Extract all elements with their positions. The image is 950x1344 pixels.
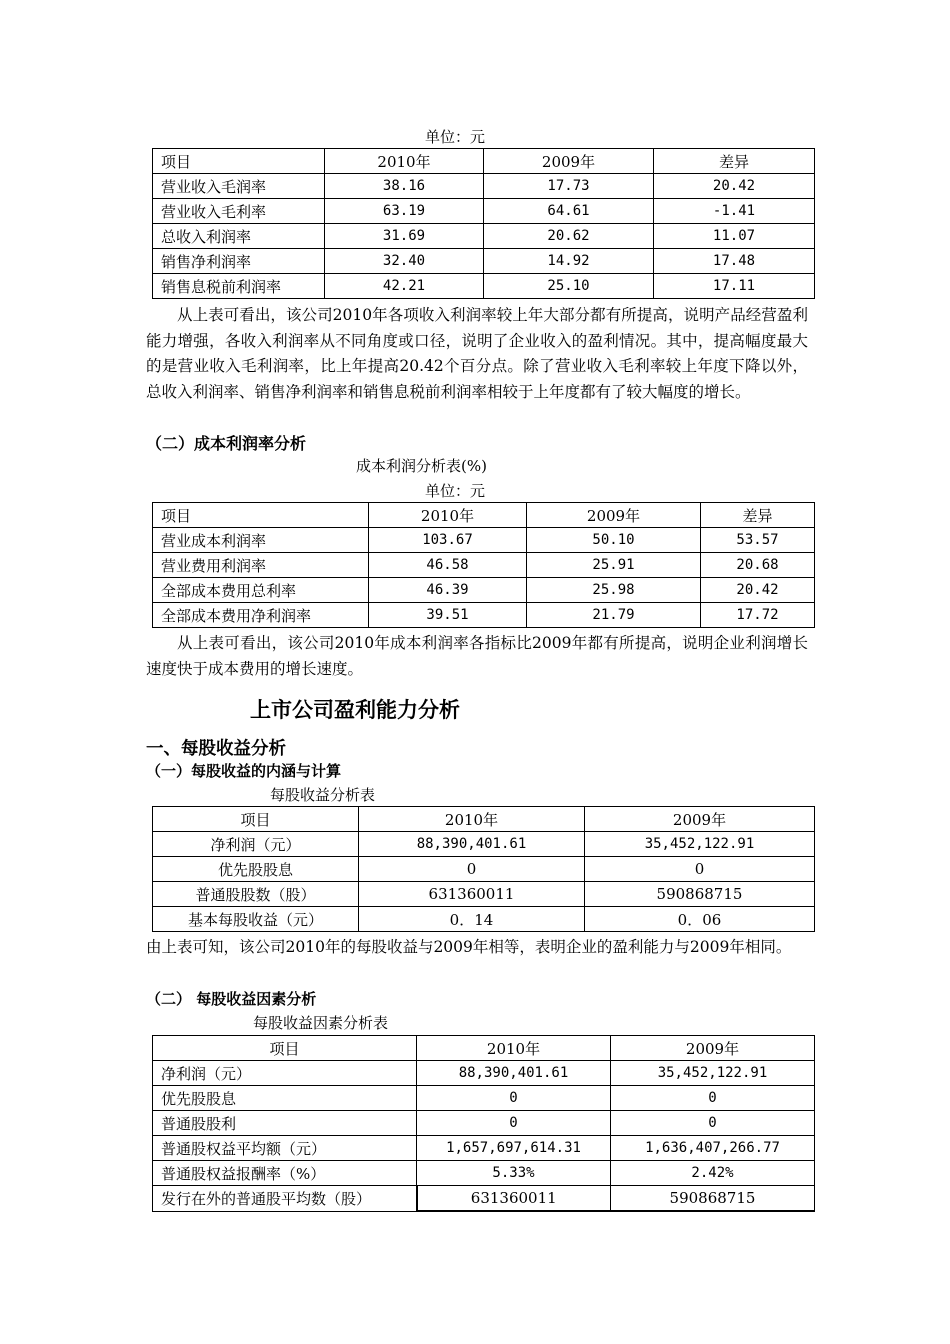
header-2010: 2010年 [369,503,527,528]
value-diff: 17.48 [654,249,815,274]
income-profit-rate-table [152,148,815,299]
analysis-paragraph-1: 从上表可看出，该公司2010年各项收入利润率较上年大部分都有所提高，说明产品经营盈利能力增强，各收入利润率从不同角度或口径，说明了企业收入的盈利情况。其中，提高幅度最大的是营业收入毛利润率，比上年提高20.42个百分点。除了营业收入毛利率较上年度下降以外，总收入利润率、销售净利润率和销售息税前利润率相较于上年度都有了较大幅度的增长。 [146,306,808,401]
header-2009: 2009年 [585,807,815,832]
value-2009: 1,636,407,266.77 [611,1136,815,1161]
value-2010: 0 [417,1111,611,1136]
value-diff: 20.42 [654,174,815,199]
header-2010: 2010年 [325,149,484,174]
table-row [153,528,815,553]
table2-unit: 单位：元 [425,482,486,500]
value-2010: 631360011 [417,1186,611,1212]
value-2009: 14.92 [484,249,654,274]
value-2009: 25.10 [484,274,654,299]
table-row [153,1136,815,1161]
value-2009: 2.42% [611,1161,815,1186]
table-row [153,274,815,299]
row-label: 净利润（元） [153,832,359,857]
header-2009: 2009年 [611,1036,815,1061]
row-label: 全部成本费用净利润率 [153,603,369,628]
header-diff: 差异 [701,503,815,528]
table-row [153,174,815,199]
value-2010: 88,390,401.61 [417,1061,611,1086]
value-diff: 11.07 [654,224,815,249]
row-label: 优先股股息 [153,1086,417,1111]
value-diff: 53.57 [701,528,815,553]
value-2009: 17.73 [484,174,654,199]
header-2009: 2009年 [527,503,701,528]
table-header-row [153,503,815,528]
table-row [153,882,815,907]
value-2010: 88,390,401.61 [359,832,585,857]
row-label: 基本每股收益（元） [153,907,359,932]
table-row [153,249,815,274]
value-2009: 0 [585,857,815,882]
row-label: 普通股股数（股） [153,882,359,907]
header-2009: 2009年 [484,149,654,174]
table-row [153,1161,815,1186]
cost-profit-table [152,502,815,628]
table-header-row [153,807,815,832]
value-diff: 20.68 [701,553,815,578]
section-heading-eps: 一、每股收益分析 [146,739,286,759]
value-2010: 5.33% [417,1161,611,1186]
value-2010: 1,657,697,614.31 [417,1136,611,1161]
analysis-paragraph-2: 从上表可看出，该公司2010年成本利润率各指标比2009年都有所提高，说明企业利润增长速度快于成本费用的增长速度。 [146,634,808,678]
value-2010: 0 [417,1086,611,1111]
table-row [153,224,815,249]
header-2010: 2010年 [359,807,585,832]
header-item: 项目 [153,1036,417,1061]
table-row [153,199,815,224]
table-header-row [153,1036,815,1061]
row-label: 全部成本费用总利率 [153,578,369,603]
value-2010: 46.39 [369,578,527,603]
table-row [153,1186,815,1212]
eps-factor-table [152,1035,815,1212]
value-diff: 20.42 [701,578,815,603]
table-row [153,1061,815,1086]
header-item: 项目 [153,503,369,528]
value-2010: 42.21 [325,274,484,299]
table-row [153,907,815,932]
eps-table [152,806,815,932]
value-2010: 39.51 [369,603,527,628]
value-2010: 38.16 [325,174,484,199]
value-2009: 0．06 [585,907,815,932]
value-2009: 0 [611,1111,815,1136]
value-2010: 631360011 [359,882,585,907]
value-2010: 0．14 [359,907,585,932]
table-header-row [153,149,815,174]
row-label: 销售净利润率 [153,249,325,274]
value-diff: 17.72 [701,603,815,628]
row-label: 普通股股利 [153,1111,417,1136]
analysis-paragraph-3: 由上表可知，该公司2010年的每股收益与2009年相等，表明企业的盈利能力与2009年相同。 [146,938,792,956]
value-diff: -1.41 [654,199,815,224]
value-2009: 21.79 [527,603,701,628]
subsection-heading-eps-factors: （二） 每股收益因素分析 [146,990,317,1008]
main-title: 上市公司盈利能力分析 [250,698,460,722]
table-row [153,603,815,628]
value-2009: 590868715 [611,1186,815,1212]
value-2009: 64.61 [484,199,654,224]
value-2010: 31.69 [325,224,484,249]
row-label: 发行在外的普通股平均数（股） [153,1186,417,1212]
value-2010: 63.19 [325,199,484,224]
value-2009: 35,452,122.91 [611,1061,815,1086]
row-label: 营业成本利润率 [153,528,369,553]
value-2010: 32.40 [325,249,484,274]
header-2010: 2010年 [417,1036,611,1061]
table-row [153,578,815,603]
value-2010: 103.67 [369,528,527,553]
value-2009: 25.98 [527,578,701,603]
value-2009: 35,452,122.91 [585,832,815,857]
value-2010: 0 [359,857,585,882]
row-label: 普通股权益报酬率（%） [153,1161,417,1186]
row-label: 营业收入毛润率 [153,174,325,199]
subsection-heading-eps-calc: （一）每股收益的内涵与计算 [146,762,342,780]
table3-title: 每股收益分析表 [270,786,376,804]
section-heading-cost-profit: （二）成本利润率分析 [146,434,307,453]
value-2009: 0 [611,1086,815,1111]
table-row [153,1111,815,1136]
value-2009: 20.62 [484,224,654,249]
row-label: 营业费用利润率 [153,553,369,578]
row-label: 优先股股息 [153,857,359,882]
header-diff: 差异 [654,149,815,174]
row-label: 普通股权益平均额（元） [153,1136,417,1161]
table-row [153,1086,815,1111]
row-label: 净利润（元） [153,1061,417,1086]
table2-title: 成本利润分析表(%) [356,457,487,475]
table-row [153,553,815,578]
value-diff: 17.11 [654,274,815,299]
value-2009: 590868715 [585,882,815,907]
table4-title: 每股收益因素分析表 [253,1014,389,1032]
table1-unit: 单位：元 [425,128,486,146]
value-2009: 25.91 [527,553,701,578]
value-2010: 46.58 [369,553,527,578]
table-row [153,857,815,882]
row-label: 总收入利润率 [153,224,325,249]
table-row [153,832,815,857]
row-label: 营业收入毛利率 [153,199,325,224]
header-item: 项目 [153,149,325,174]
header-item: 项目 [153,807,359,832]
row-label: 销售息税前利润率 [153,274,325,299]
value-2009: 50.10 [527,528,701,553]
